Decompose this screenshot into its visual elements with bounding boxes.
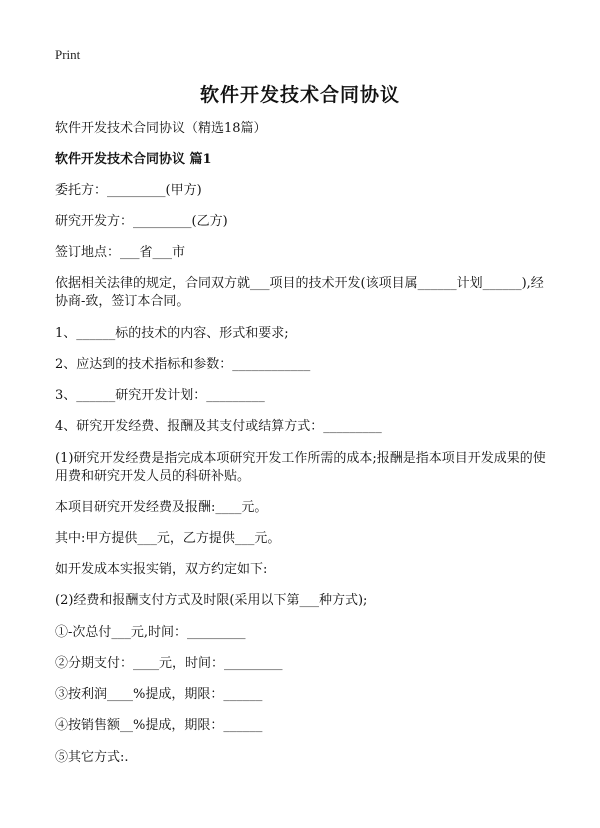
- paragraph-funding-split: 其中:甲方提供___元，乙方提供___元。: [55, 531, 281, 546]
- document-title: 软件开发技术合同协议: [199, 84, 400, 106]
- print-link[interactable]: Print: [55, 47, 81, 62]
- paragraph-preamble: 依据相关法律的规定，合同双方就___项目的技术开发(该项目属______计划______),经协商-致，签订本合同。: [55, 276, 544, 309]
- paragraph-payment-method: (2)经费和报酬支付方式及时限(采用以下第___种方式);: [55, 593, 368, 608]
- document-subtitle: 软件开发技术合同协议（精选18篇）: [55, 121, 267, 136]
- section-heading: 软件开发技术合同协议 篇1: [55, 152, 212, 167]
- paragraph-signing-location: 签订地点：___省___市: [55, 245, 186, 260]
- paragraph-funding-amount: 本项目研究开发经费及报酬:____元。: [55, 500, 268, 515]
- paragraph-item-4: 4、研究开发经费、报酬及其支付或结算方式：_________: [55, 419, 382, 434]
- paragraph-reimbursement: 如开发成本实报实销，双方约定如下:: [55, 562, 268, 577]
- paragraph-item-1: 1、______标的技术的内容、形式和要求;: [55, 326, 289, 341]
- paragraph-option-1: ①-次总付___元,时间：_________: [55, 625, 246, 640]
- paragraph-option-2: ②分期支付：____元，时间：_________: [55, 656, 283, 671]
- paragraph-option-3: ③按利润____%提成，期限：______: [55, 687, 263, 702]
- paragraph-option-4: ④按销售额__%提成，期限：______: [55, 718, 263, 733]
- paragraph-funding-definition: (1)研究开发经费是指完成本项研究开发工作所需的成本;报酬是指本项目开发成果的使用费和研究开发人员的科研补贴。: [55, 451, 546, 484]
- paragraph-item-3: 3、______研究开发计划：_________: [55, 388, 265, 403]
- paragraph-client: 委托方：_________(甲方): [55, 183, 202, 198]
- paragraph-item-2: 2、应达到的技术指标和参数：____________: [55, 357, 311, 372]
- paragraph-developer: 研究开发方：_________(乙方): [55, 214, 228, 229]
- paragraph-option-5: ⑤其它方式:.: [55, 750, 129, 765]
